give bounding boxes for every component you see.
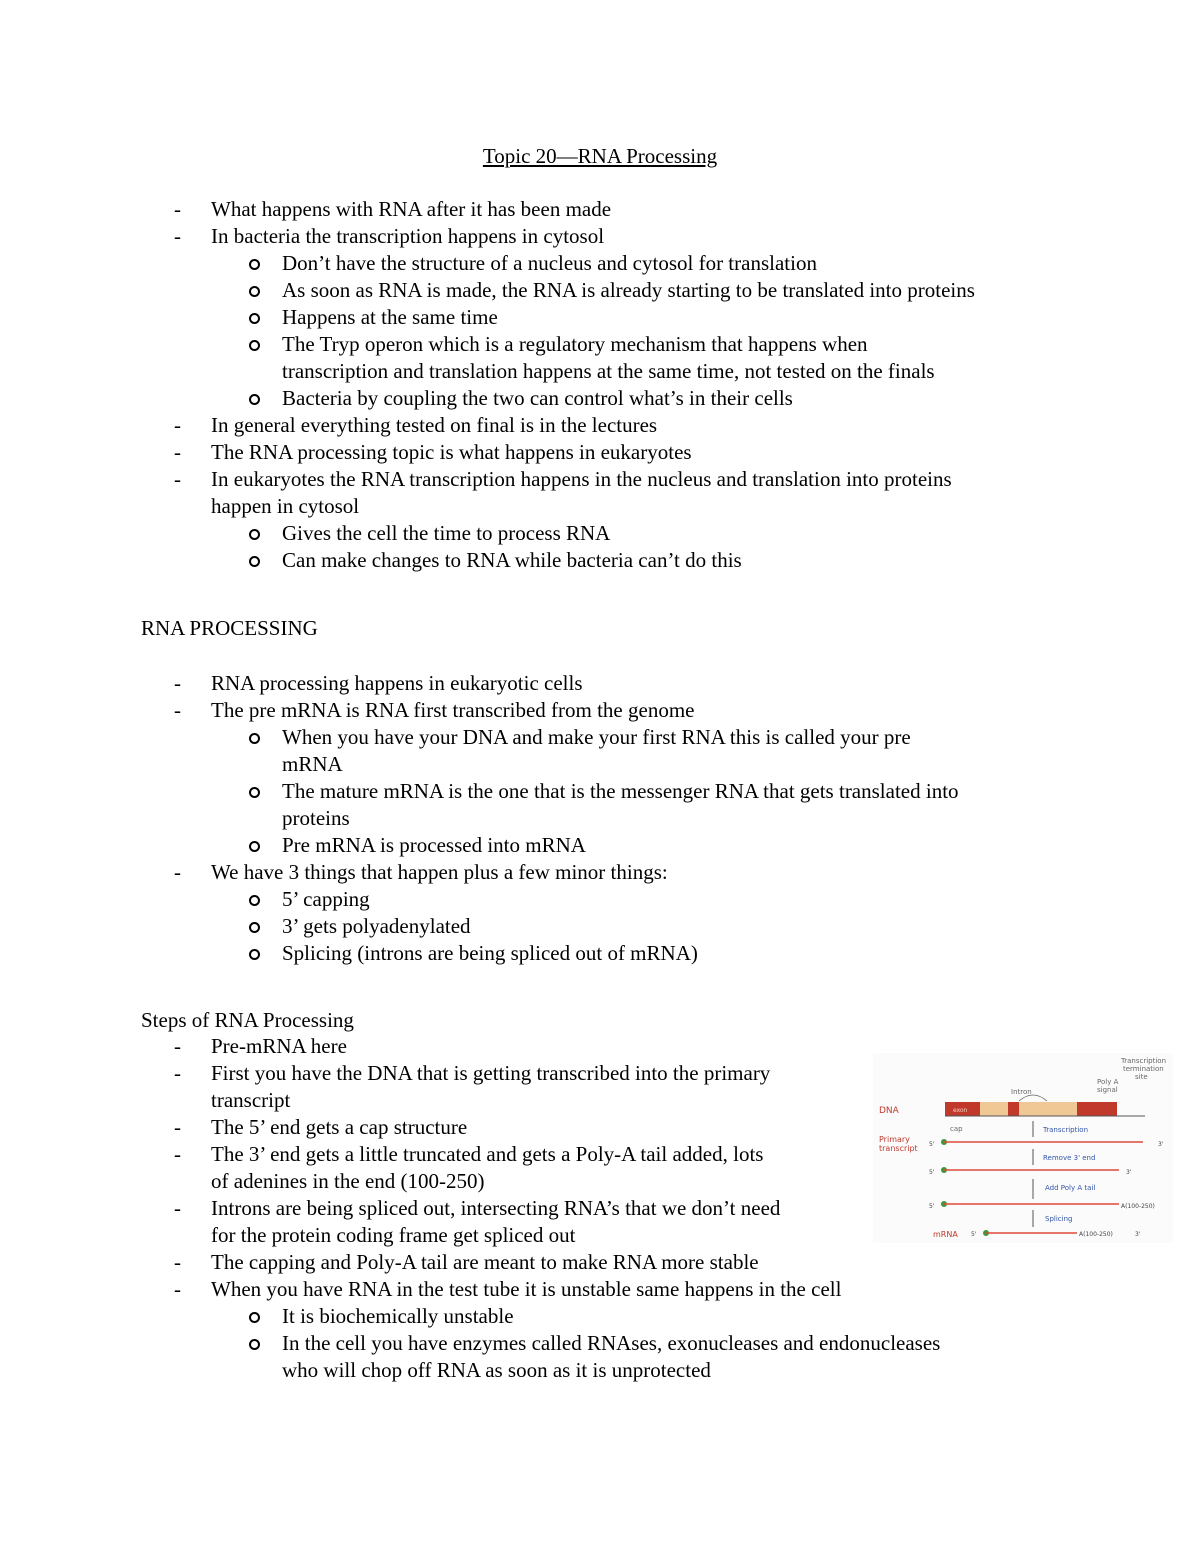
label-intron: Intron — [1011, 1088, 1032, 1096]
section-heading-steps: Steps of RNA Processing — [141, 1008, 354, 1032]
dash-bullet: - — [174, 1196, 181, 1220]
list-item-text: We have 3 things that happen plus a few minor things: — [211, 860, 668, 884]
list-item-text: RNA processing happens in eukaryotic cells — [211, 671, 583, 695]
list-item — [0, 385, 1200, 412]
three-prime-2: 3' — [1126, 1169, 1132, 1176]
list-item-text: who will chop off RNA as soon as it is unprotected — [282, 1358, 711, 1382]
list-item-text: Gives the cell the time to process RNA — [282, 521, 611, 545]
dna-intron-1 — [980, 1102, 1008, 1116]
step-transcription: Transcription — [1043, 1126, 1089, 1134]
list-item-text: Introns are being spliced out, intersecting RNA’s that we don’t need — [211, 1196, 781, 1220]
list-item — [0, 1276, 1200, 1303]
list-item — [0, 751, 1200, 778]
circle-bullet-icon — [249, 1339, 260, 1350]
list-item-text: The 3’ end gets a little truncated and gets a Poly-A tail added, lots — [211, 1142, 764, 1166]
page-title: Topic 20—RNA Processing — [482, 144, 718, 168]
list-item-text: 5’ capping — [282, 887, 370, 911]
circle-bullet-icon — [249, 787, 260, 798]
list-item-text: The 5’ end gets a cap structure — [211, 1115, 468, 1139]
label-transcript: transcript — [879, 1144, 918, 1153]
section-rna-processing — [0, 670, 1200, 967]
dash-bullet: - — [174, 413, 181, 437]
dash-bullet: - — [174, 1142, 181, 1166]
circle-bullet-icon — [249, 1312, 260, 1323]
circle-bullet-icon — [249, 922, 260, 933]
list-item-text: transcript — [211, 1088, 291, 1112]
list-item — [0, 547, 1200, 574]
list-item-text: The mature mRNA is the one that is the messenger RNA that gets translated into — [282, 779, 959, 803]
list-item — [0, 250, 1200, 277]
five-prime-1: 5' — [929, 1141, 935, 1148]
list-item-text: In bacteria the transcription happens in cytosol — [211, 224, 605, 248]
five-prime-2: 5' — [929, 1169, 935, 1176]
three-prime-1: 3' — [1158, 1141, 1164, 1148]
list-item — [0, 1303, 1200, 1330]
dash-bullet: - — [174, 1277, 181, 1301]
list-item-text: When you have RNA in the test tube it is unstable same happens in the cell — [211, 1277, 842, 1301]
circle-bullet-icon — [249, 556, 260, 567]
dash-bullet: - — [174, 440, 181, 464]
circle-bullet-icon — [249, 895, 260, 906]
list-item-text: The capping and Poly-A tail are meant to make RNA more stable — [211, 1250, 759, 1274]
tail-label-3: A(100-250) — [1121, 1203, 1155, 1210]
list-item-text: mRNA — [282, 752, 343, 776]
dash-bullet: - — [174, 1061, 181, 1085]
rna-processing-diagram — [873, 1053, 1173, 1243]
section-heading-rna-processing: RNA PROCESSING — [141, 616, 318, 640]
list-item-text: As soon as RNA is made, the RNA is already starting to be translated into proteins — [282, 278, 975, 302]
circle-bullet-icon — [249, 733, 260, 744]
label-polya-signal-1: Poly A — [1097, 1078, 1119, 1086]
label-term-3: site — [1135, 1073, 1148, 1081]
list-item-text: proteins — [282, 806, 350, 830]
list-item — [0, 886, 1200, 913]
tail-label-4: A(100-250) — [1079, 1231, 1113, 1238]
circle-bullet-icon — [249, 841, 260, 852]
list-item — [0, 697, 1200, 724]
list-item-text: The Tryp operon which is a regulatory mechanism that happens when — [282, 332, 868, 356]
list-item-text: transcription and translation happens at the same time, not tested on the finals — [282, 359, 935, 383]
list-item — [0, 1330, 1200, 1357]
dash-bullet: - — [174, 467, 181, 491]
label-cap: cap — [950, 1125, 963, 1133]
list-item-text: In eukaryotes the RNA transcription happens in the nucleus and translation into proteins — [211, 467, 952, 491]
section-intro — [0, 196, 1200, 574]
circle-bullet-icon — [249, 259, 260, 270]
label-polya-signal-2: signal — [1097, 1086, 1118, 1094]
list-item-text: In general everything tested on final is in the lectures — [211, 413, 658, 437]
three-prime-4: 3' — [1135, 1231, 1141, 1238]
list-item — [0, 304, 1200, 331]
label-dna: DNA — [879, 1106, 899, 1116]
list-item — [0, 859, 1200, 886]
list-item-text: The pre mRNA is RNA first transcribed from the genome — [211, 698, 695, 722]
list-item-text: First you have the DNA that is getting transcribed into the primary — [211, 1061, 771, 1085]
list-item-text: It is biochemically unstable — [282, 1304, 514, 1328]
list-item — [0, 724, 1200, 751]
list-item — [0, 331, 1200, 358]
list-item — [0, 520, 1200, 547]
circle-bullet-icon — [249, 394, 260, 405]
circle-bullet-icon — [249, 313, 260, 324]
label-term-1: Transcription — [1121, 1057, 1167, 1065]
dna-exon-label: exon — [953, 1107, 968, 1114]
list-item — [0, 832, 1200, 859]
label-primary: Primary — [879, 1135, 910, 1144]
dash-bullet: - — [174, 860, 181, 884]
dash-bullet: - — [174, 224, 181, 248]
list-item-text: 3’ gets polyadenylated — [282, 914, 471, 938]
list-item-text: Bacteria by coupling the two can control what’s in their cells — [282, 386, 793, 410]
list-item — [0, 1357, 1200, 1384]
list-item — [0, 466, 1200, 493]
list-item-text: In the cell you have enzymes called RNAses, exonucleases and endonucleases — [282, 1331, 941, 1355]
list-item-text: for the protein coding frame get spliced out — [211, 1223, 576, 1247]
list-item — [0, 439, 1200, 466]
list-item — [0, 358, 1200, 385]
list-item-text: What happens with RNA after it has been made — [211, 197, 612, 221]
label-term-2: termination — [1123, 1065, 1164, 1073]
list-item — [0, 277, 1200, 304]
circle-bullet-icon — [249, 949, 260, 960]
five-prime-4: 5' — [971, 1231, 977, 1238]
dash-bullet: - — [174, 1250, 181, 1274]
list-item — [0, 196, 1200, 223]
list-item-text: happen in cytosol — [211, 494, 360, 518]
list-item — [0, 412, 1200, 439]
dash-bullet: - — [174, 1034, 181, 1058]
dna-exon-3 — [1077, 1102, 1117, 1116]
step-splicing: Splicing — [1045, 1215, 1073, 1223]
dash-bullet: - — [174, 671, 181, 695]
list-item-text: Can make changes to RNA while bacteria can’t do this — [282, 548, 742, 572]
list-item — [0, 940, 1200, 967]
list-item — [0, 493, 1200, 520]
list-item — [0, 913, 1200, 940]
dna-exon-2 — [1008, 1102, 1019, 1116]
circle-bullet-icon — [249, 529, 260, 540]
circle-bullet-icon — [249, 340, 260, 351]
dash-bullet: - — [174, 197, 181, 221]
list-item — [0, 670, 1200, 697]
circle-bullet-icon — [249, 286, 260, 297]
list-item-text: Pre-mRNA here — [211, 1034, 347, 1058]
dash-bullet: - — [174, 698, 181, 722]
list-item-text: Happens at the same time — [282, 305, 498, 329]
list-item-text: When you have your DNA and make your first RNA this is called your pre — [282, 725, 911, 749]
list-item-text: Splicing (introns are being spliced out of mRNA) — [282, 941, 698, 965]
step-add-polya: Add Poly A tail — [1045, 1184, 1096, 1192]
list-item — [0, 805, 1200, 832]
dash-bullet: - — [174, 1115, 181, 1139]
list-item — [0, 1249, 1200, 1276]
label-mrna: mRNA — [933, 1230, 958, 1239]
list-item — [0, 778, 1200, 805]
step-remove-3-end: Remove 3' end — [1043, 1154, 1096, 1162]
five-prime-3: 5' — [929, 1203, 935, 1210]
dna-intron-2 — [1019, 1102, 1077, 1116]
list-item-text: Don’t have the structure of a nucleus and cytosol for translation — [282, 251, 817, 275]
list-item — [0, 223, 1200, 250]
list-item-text: The RNA processing topic is what happens in eukaryotes — [211, 440, 692, 464]
list-item-text: Pre mRNA is processed into mRNA — [282, 833, 586, 857]
list-item-text: of adenines in the end (100-250) — [211, 1169, 485, 1193]
